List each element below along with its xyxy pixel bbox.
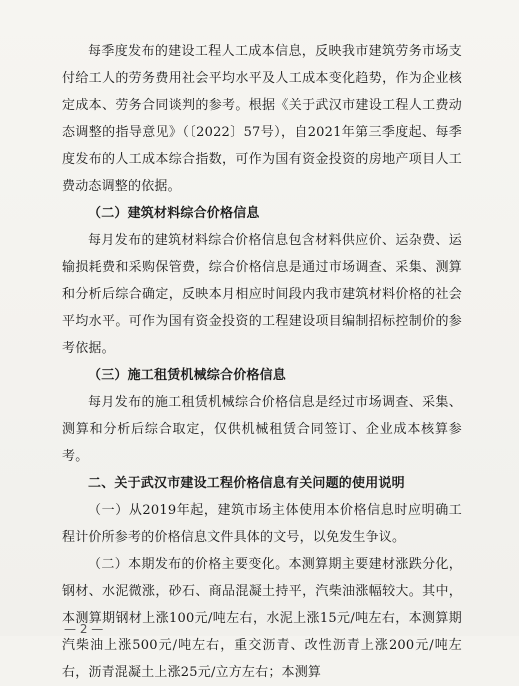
paragraph-materials: 每月发布的建筑材料综合价格信息包含材料供应价、运杂费、运输损耗费和采购保管费，综合价格信息是通过市场调查、采集、测算和分析后综合确定，反映本月相应时间段内我市建筑材料价格的社会平均水平。可作为国有资金投资的工程建设项目编制招标控制价的参考依据。 xyxy=(62,233,462,356)
section-heading-materials: （二）建筑材料综合价格信息 xyxy=(88,206,260,221)
paragraph-machinery: 每月发布的施工租赁机械综合价格信息是经过市场调查、采集、测算和分析后综合取定，仅供机械租赁合同签订、企业成本核算参考。 xyxy=(62,395,462,464)
document-body xyxy=(62,38,462,686)
page-number: — 2 — xyxy=(64,622,104,636)
paragraph-usage-2: （二）本期发布的价格主要变化。本测算期主要建材涨跌分化，钢材、水泥微涨，砂石、商品混凝土持平，汽柴油涨幅较大。其中，本测算期钢材上涨100元/吨左右，水泥上涨15元/吨左右，本测算期汽柴油上涨500元/吨左右，重交沥青、改性沥青上涨200元/吨左右，沥青混凝土上涨25元/立方左右；本测算 xyxy=(62,557,462,680)
paragraph-labor-cost: 每季度发布的建设工程人工成本信息，反映我市建筑劳务市场支付给工人的劳务费用社会平均水平及人工成本变化趋势，作为企业核定成本、劳务合同谈判的参考。根据《关于武汉市建设工程人工费动态调整的指导意见》（〔2022〕57号），自2021年第三季度起、每季度发布的人工成本综合指数，可作为国有资金投资的房地产项目人工费动态调整的依据。 xyxy=(62,44,462,194)
paragraph-usage-1: （一）从2019年起，建筑市场主体使用本价格信息时应明确工程计价所参考的价格信息文件具体的文号，以免发生争议。 xyxy=(62,503,462,545)
section-heading-machinery: （三）施工租赁机械综合价格信息 xyxy=(88,368,287,383)
section-heading-usage-notes: 二、关于武汉市建设工程价格信息有关问题的使用说明 xyxy=(88,476,405,491)
